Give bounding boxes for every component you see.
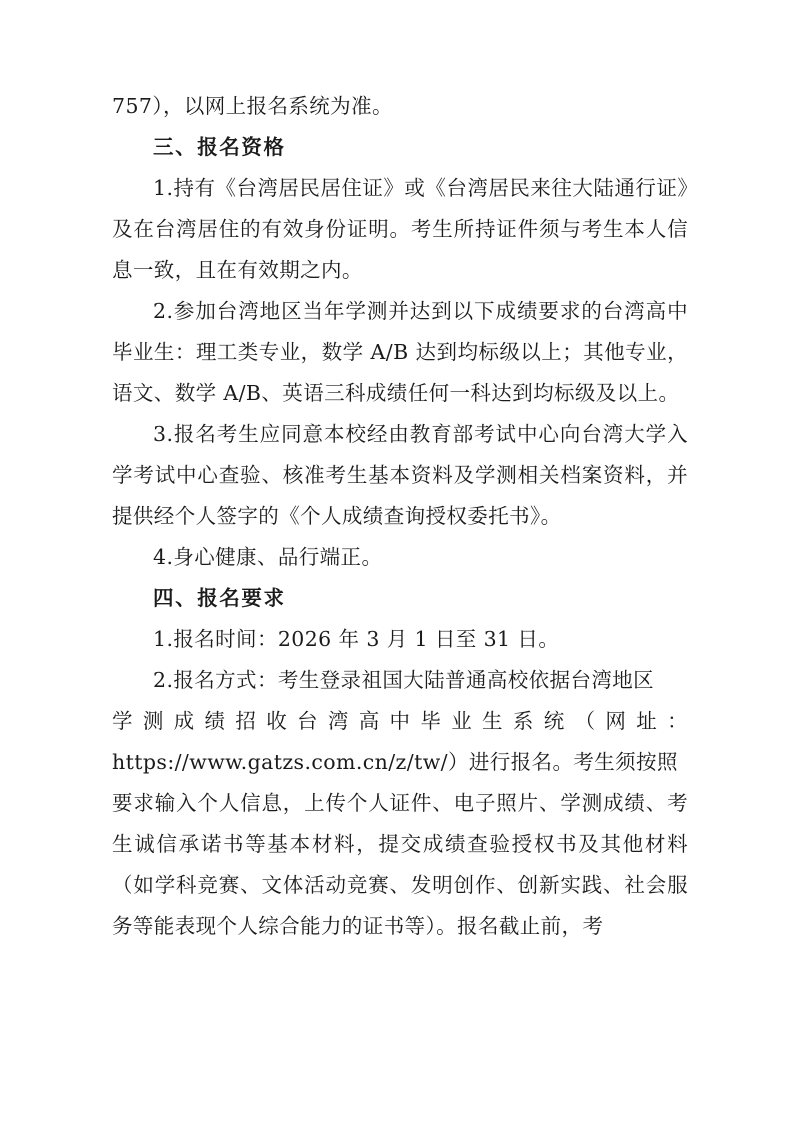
- heading-section-three: 三、报名资格: [153, 135, 286, 159]
- paragraph-item-3-authorization: 3.报名考生应同意本校经由教育部考试中心向台湾大学入学考试中心查验、核准考生基本资料及学测相关档案资料，并提供经个人签字的《个人成绩查询授权委托书》。: [112, 422, 688, 528]
- document-body: [112, 86, 688, 947]
- heading-section-four: 四、报名要求: [153, 586, 286, 610]
- registration-method-line-1: 2.报名方式：考生登录祖国大陆普通高校依据台湾地区: [153, 668, 655, 692]
- registration-method-line-3: https://www.gatzs.com.cn/z/tw/）进行报名。考生须按照: [112, 750, 678, 774]
- registration-method-rest: 要求输入个人信息，上传个人证件、电子照片、学测成绩、考生诚信承诺书等基本材料，提交成绩查验授权书及其他材料（如学科竞赛、文体活动竞赛、发明创作、创新实践、社会服务等能表现个人综合能力的证书等）。报名截止前，考: [112, 791, 688, 938]
- registration-method-line-2: 学测成绩招收台湾高中毕业生系统（网址：: [112, 709, 688, 733]
- paragraph-item-1-certificates: 1.持有《台湾居民居住证》或《台湾居民来往大陆通行证》及在台湾居住的有效身份证明。考生所持证件须与考生本人信息一致，且在有效期之内。: [112, 176, 688, 282]
- paragraph-item-4-health: 4.身心健康、品行端正。: [153, 545, 383, 569]
- paragraph-item-1-registration-time: 1.报名时间：2026 年 3 月 1 日至 31 日。: [153, 627, 560, 651]
- paragraph-item-2-exam-scores: 2.参加台湾地区当年学测并达到以下成绩要求的台湾高中毕业生：理工类专业，数学 A/B 达到均标级以上；其他专业，语文、数学 A/B、英语三科成绩任何一科达到均标级及以上。: [112, 299, 688, 405]
- paragraph-continuation-line: 757），以网上报名系统为准。: [112, 94, 393, 118]
